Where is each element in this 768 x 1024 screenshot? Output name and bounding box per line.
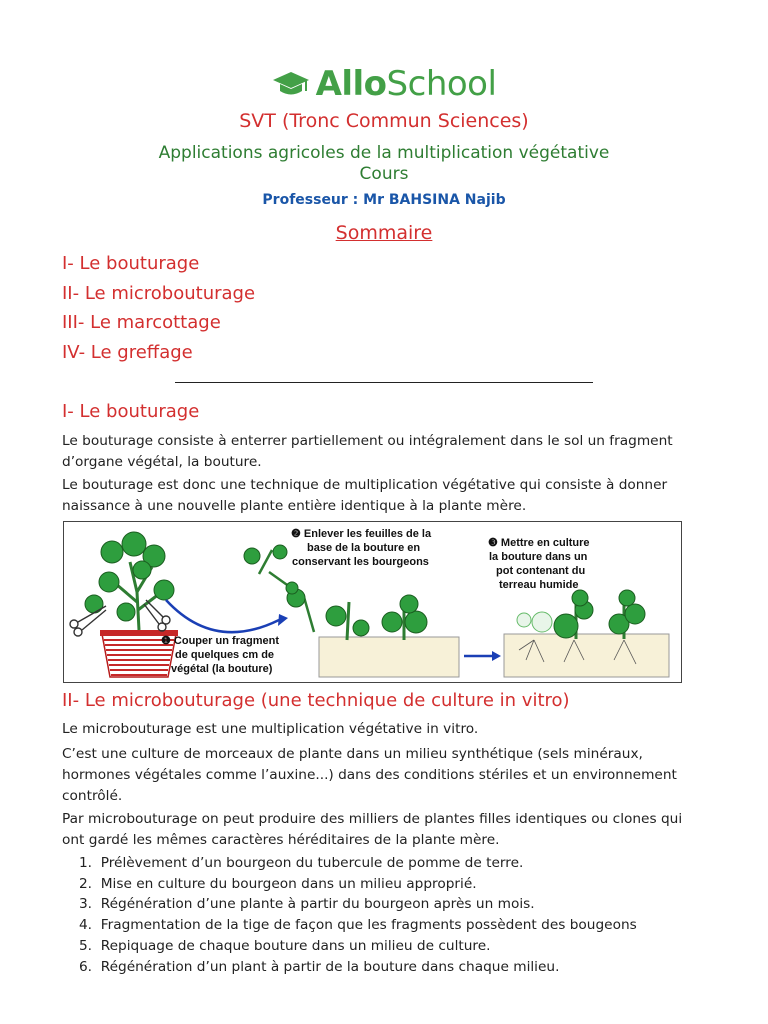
figure-caption-step1: ❶ Couper un fragment de quelques cm de végétal (la bouture) <box>161 635 280 675</box>
list-item: 1. Prélèvement d’un bourgeon du tubercule de pomme de terre. <box>78 855 524 871</box>
divider <box>175 382 593 383</box>
bouturage-illustration <box>63 521 682 683</box>
toc-item: III- Le marcottage <box>62 312 221 333</box>
professor-name: Professeur : Mr BAHSINA Najib <box>262 192 506 208</box>
logo-text: AlloSchool <box>315 64 497 104</box>
arrow-icon <box>166 600 279 632</box>
lesson-name: Applications agricoles de la multiplication végétative <box>158 143 610 163</box>
list-item: 5. Repiquage de chaque bouture dans un milieu de culture. <box>78 937 491 954</box>
sommaire-heading: Sommaire <box>335 222 433 244</box>
culture-tray <box>504 590 669 677</box>
paragraph: Le bouturage consiste à enterrer partiellement ou intégralement dans le sol un fragment d’organe végétal, la bouture. <box>62 433 673 470</box>
subject-title: SVT (Tronc Commun Sciences) <box>239 110 529 132</box>
toc-item: I- Le bouturage <box>62 253 200 274</box>
list-item: 2. Mise en culture du bourgeon dans un milieu approprié. <box>78 875 477 892</box>
toc-item: II- Le microbouturage <box>62 282 256 304</box>
section-heading-bouturage: I- Le bouturage <box>62 401 200 422</box>
section-heading-microbouturage: II- Le microbouturage (une technique de culture in vitro) <box>62 690 570 711</box>
graduation-cap-icon <box>272 69 310 99</box>
paragraph: C’est une culture de morceaux de plante dans un milieu synthétique (sels minéraux, hormones végétales comme l’auxine...) dans des conditions stériles et un environnement contrôlé. <box>62 746 677 804</box>
list-item: 3. Régénération d’une plante à partir du bourgeon après un mois. <box>78 896 535 913</box>
paragraph: Le microbouturage est une multiplication végétative in vitro. <box>62 721 479 737</box>
figure-caption-step3: ❸ Mettre en culture la bouture dans un pot contenant du terreau humide <box>488 537 590 591</box>
lesson-type: Cours <box>359 164 409 184</box>
lesson-title <box>0 143 768 185</box>
list-item: 4. Fragmentation de la tige de façon que les fragments possèdent des bougeons <box>78 917 637 934</box>
microbouturage-steps <box>62 853 637 977</box>
table-of-contents <box>62 252 255 370</box>
list-item: 6. Régénération d’un plant à partir de la bouture dans chaque milieu. <box>78 958 560 975</box>
paragraph: Le bouturage est donc une technique de multiplication végétative qui consiste à donner naissance à une nouvelle plante entière identique à la plante mère. <box>62 477 668 514</box>
figure-caption-step2: ❷ Enlever les feuilles de la base de la bouture en conservant les bourgeons <box>291 528 432 568</box>
paragraph: Par microbouturage on peut produire des milliers de plantes filles identiques ou clones qui ont gardé les mêmes caractères héréditaires de la plante mère. <box>62 811 683 848</box>
toc-item: IV- Le greffage <box>62 341 193 363</box>
culture-tray <box>319 595 459 677</box>
alloschool-logo[interactable] <box>0 62 768 106</box>
